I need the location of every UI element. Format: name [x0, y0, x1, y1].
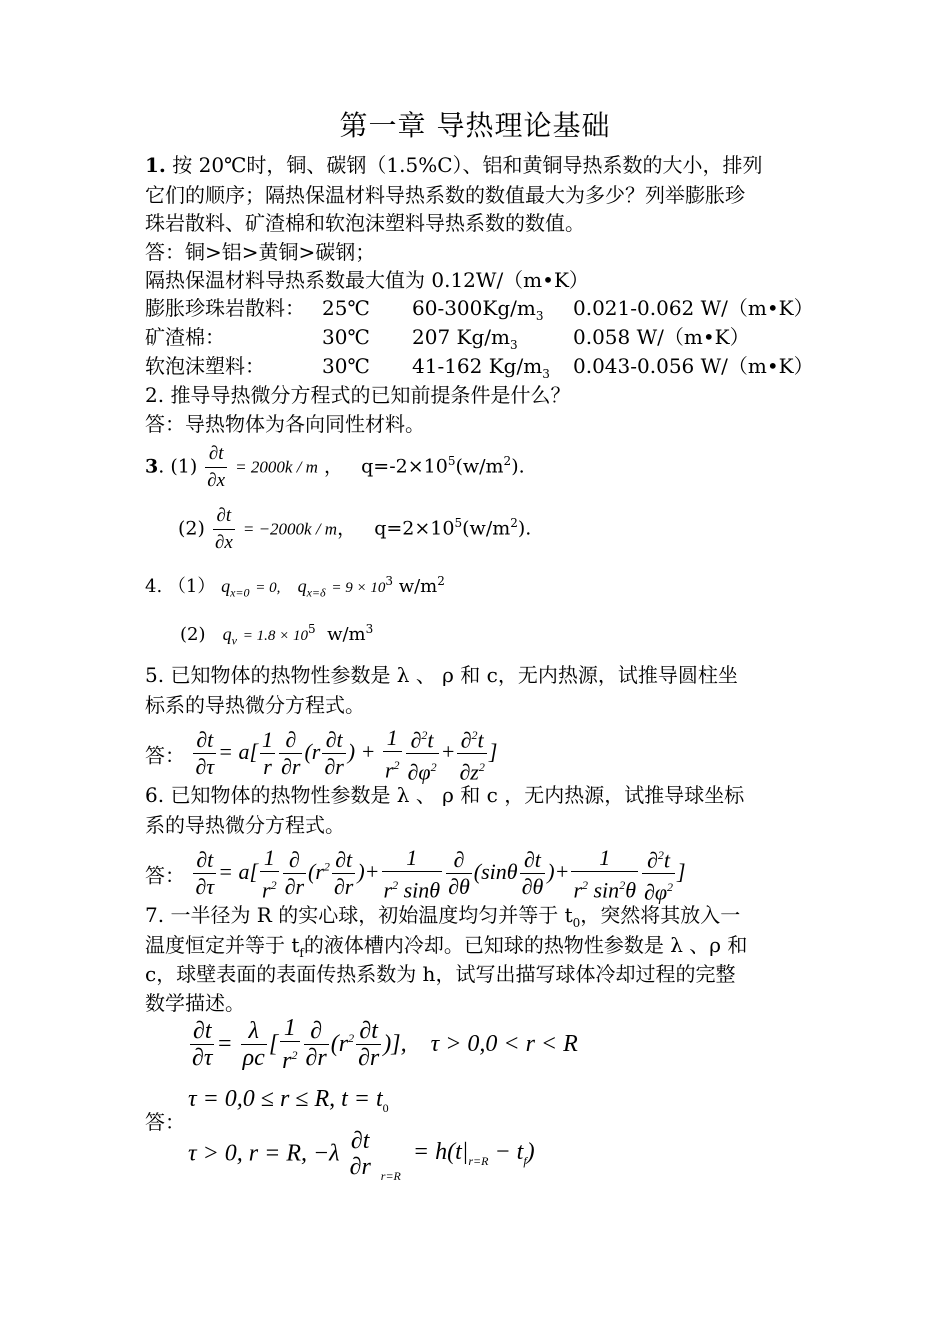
- q7-equation-3: τ > 0, r = R, −λ ∂t ∂r $_{r=R} = h(t|_{r=R} - t_f)$: [188, 1128, 535, 1183]
- q1-max: 隔热保温材料导热系数最大值为 0.12W/（m•K）: [145, 268, 589, 292]
- q1-line1: 1. 按 20℃时，铜、碳钢（1.5%C）、铝和黄铜导热系数的大小，排列: [145, 153, 763, 177]
- q7-line2: 温度恒定并等于 $t_f$的液体槽内冷却。已知球的热物性参数是 λ 、ρ 和: [145, 933, 748, 960]
- q6-line2: 系的导热微分方程式。: [145, 813, 345, 837]
- q1-answer: 答：铜>铝>黄铜>碳钢；: [145, 240, 376, 264]
- q3-fraction: $\frac{\partial t}{\partial x}$: [207, 443, 226, 491]
- q7-line4: 数学描述。: [145, 991, 245, 1015]
- q2-line1: 2. 推导导热微分方程式的已知前提条件是什么？: [145, 383, 571, 407]
- q4-part1: 4. （1） $q_{x=0} = 0$, $q_{x=\delta} = 9 \times 10^3$ $w/m^2$: [145, 574, 445, 600]
- q7-answer: 答：: [145, 1110, 185, 1134]
- q7-equation-1: $\frac{\partial t}{\partial\tau}$ = $\frac{\lambda}{\rho c}$ [ $\frac{1}{r^2}$ $\frac{\partial}{\partial r}$ ($r^2$ $\frac{\partial t}{\partial r}$ )], τ > 0,0 < r < R: [192, 1015, 578, 1074]
- q6-equation: 答： $\frac{\partial t}{\partial\tau}$ = a[ $\frac{1}{r^2}$ $\frac{\partial}{\partial r}$ ($r^2$ $\frac{\partial t}{\partial r}$ )+ $\frac{1}{r^2 \sin\theta}$ $\frac{\partial}{\partial\theta}$ (sinθ $\frac{\partial t}{\partial\theta}$ )+ $\frac{1}{r^2 \sin^2\theta}$ $\frac{\partial^2t}{\partial\varphi^2}$ ]: [145, 842, 686, 906]
- q3-part2: (2) $\frac{\partial t}{\partial x}$ = −2000k / m， $q=2\times 10^5(w/m^2)$.: [178, 503, 531, 556]
- q2-answer: 答：导热物体为各向同性材料。: [145, 412, 425, 436]
- q3-part1: 3. (1) $\frac{\partial t}{\partial x}$ = 2000k / m ， $q=-2\times 10^5(w/m^2)$.: [145, 441, 525, 494]
- q1-line3: 珠岩散料、矿渣棉和软泡沫塑料导热系数的数值。: [145, 211, 585, 235]
- q7-line1: 7. 一半径为 R 的实心球，初始温度均匀并等于 $t_0$，突然将其放入一: [145, 903, 741, 930]
- q5-equation: 答： $\frac{\partial t}{\partial\tau}$ = a[ $\frac{1}{r}$ $\frac{\partial}{\partial r}$ (r $\frac{\partial t}{\partial r}$ ) + $\frac{1}{r^2}$ $\frac{\partial^2t}{\partial\varphi^2}$ + $\frac{\partial^2t}{\partial z^2}$ ]: [145, 722, 497, 786]
- q3-fraction: $\frac{\partial t}{\partial x}$: [214, 505, 233, 553]
- q1-line2: 它们的顺序；隔热保温材料导热系数的数值最大为多少？列举膨胀珍: [145, 183, 745, 207]
- q6-line1: 6. 已知物体的热物性参数是 λ 、 ρ 和 c ，无内热源，试推导球坐标: [145, 783, 745, 807]
- q7-equation-2: τ = 0,0 ≤ r ≤ R, $t = t_0$: [188, 1086, 389, 1115]
- page-title: 第一章 导热理论基础: [339, 109, 611, 142]
- q4-part2: (2) $q_v = 1.8 \times 10^5$ $w/m^3$: [180, 622, 374, 648]
- q7-line3: c，球壁表面的表面传热系数为 h，试写出描写球体冷却过程的完整: [145, 962, 736, 986]
- q5-line1: 5. 已知物体的热物性参数是 λ 、 ρ 和 c，无内热源，试推导圆柱坐: [145, 663, 738, 687]
- q5-line2: 标系的导热微分方程式。: [145, 693, 365, 717]
